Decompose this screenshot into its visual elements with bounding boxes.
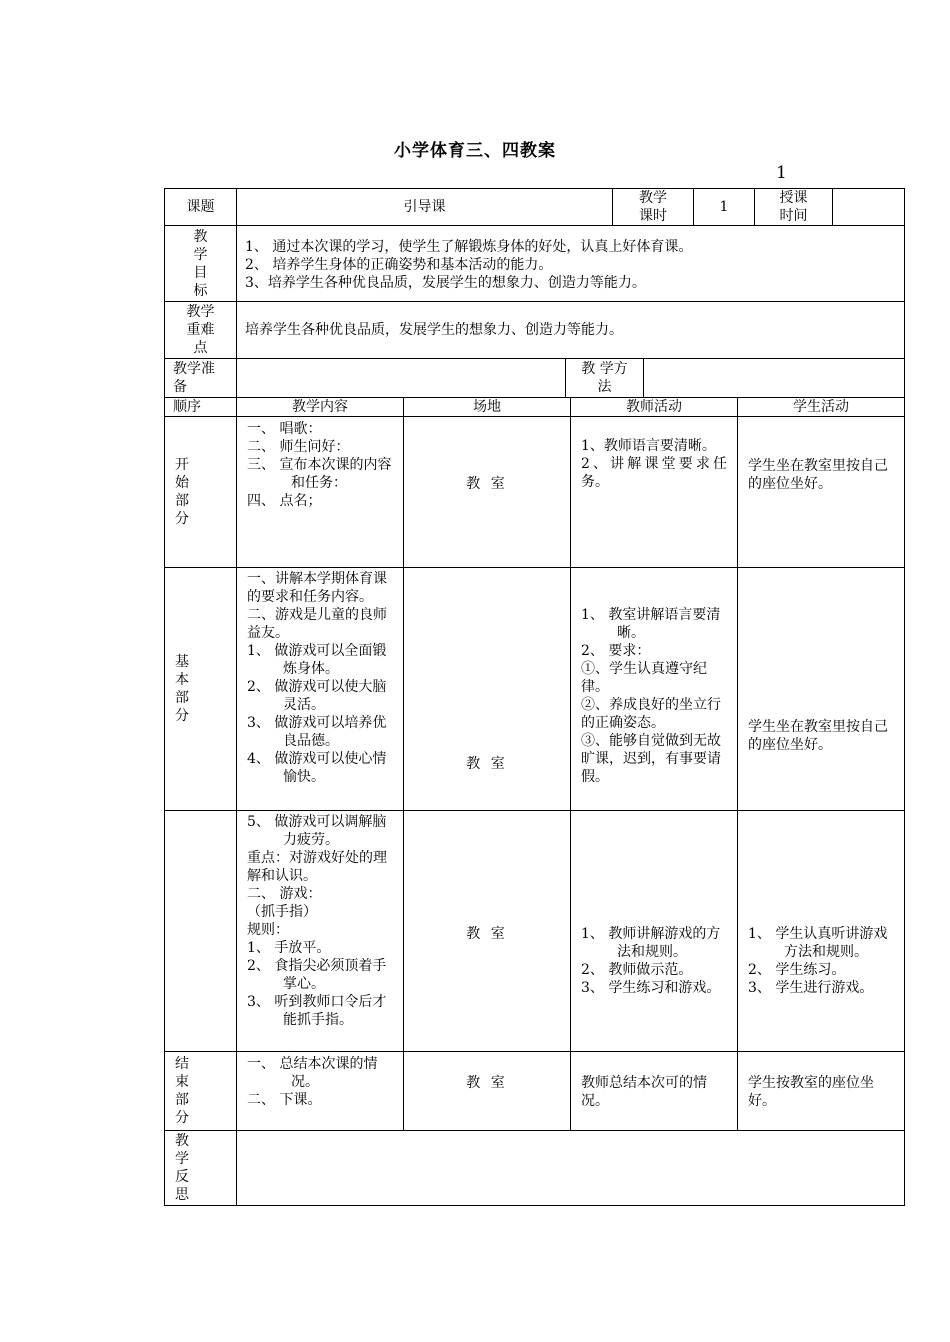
preparation-value — [236, 358, 566, 398]
start-venue: 教 室 — [466, 476, 508, 492]
objectives-content — [236, 225, 905, 302]
basic-content — [236, 567, 404, 811]
teacher-line: 1、 教师讲解游戏的方法和规则。 — [581, 926, 721, 960]
objective-item: 2、 培养学生身体的正确姿势和基本活动的能力。 — [245, 257, 553, 273]
section-name-char: 部 — [175, 493, 189, 509]
objectives-label-char: 学 — [193, 246, 208, 263]
content-line: 5、 做游戏可以调解脑力疲劳。 — [247, 814, 387, 848]
content-line: 3、 听到教师口令后才 能抓手指。 — [247, 994, 387, 1028]
reflection-label-char: 学 — [175, 1151, 189, 1167]
end-teacher: 教师总结本次可的情况。 — [570, 1051, 738, 1131]
content-line: 1、 做游戏可以全面锻炼身体。 — [247, 643, 387, 677]
preparation-label-line: 教学准 — [173, 361, 215, 377]
content-line: 4、 做游戏可以使心情愉快。 — [247, 751, 387, 785]
teacher-line: ③、能够自觉做到无故旷课，迟到，有事要请假。 — [581, 733, 721, 785]
section-name-char: 部 — [175, 690, 189, 706]
student-line: 2、 学生练习。 — [748, 962, 846, 978]
start-teacher — [570, 416, 738, 568]
content-line: 三、 宣布本次课的内容和任务： — [247, 457, 392, 491]
section-name-char: 基 — [175, 654, 189, 670]
basic2-teacher — [570, 810, 738, 1052]
section-name-char: 始 — [175, 475, 189, 491]
reflection-label-char: 思 — [175, 1187, 189, 1203]
section-name-char: 部 — [175, 1092, 189, 1108]
end-student: 学生按教室的座位坐好。 — [737, 1051, 905, 1131]
topic-value: 引导课 — [236, 188, 613, 226]
basic-section-name — [164, 567, 237, 811]
column-header-student: 学生活动 — [737, 397, 905, 417]
method-value — [643, 358, 905, 398]
start-venue-cell — [403, 416, 571, 568]
objectives-label — [164, 225, 237, 302]
reflection-label-char: 反 — [175, 1169, 189, 1185]
teacher-line: 2、讲解课堂要求任务。 — [581, 456, 727, 490]
teacher-line: ②、养成良好的坐立行的正确姿态。 — [581, 697, 721, 731]
basic-venue-cell — [403, 567, 571, 811]
teacher-line: 3、 学生练习和游戏。 — [581, 980, 721, 996]
start-section-name — [164, 416, 237, 568]
hours-label — [612, 188, 694, 226]
page-title: 小学体育三、四教案 — [394, 141, 556, 161]
end-venue: 教 室 — [466, 1075, 508, 1091]
preparation-label-line: 备 — [173, 379, 187, 395]
reflection-label — [164, 1130, 237, 1206]
section-name-char: 分 — [175, 511, 189, 527]
content-line: 1、 手放平。 — [247, 940, 331, 956]
teacher-line: ①、学生认真遵守纪律。 — [581, 661, 707, 695]
content-line: 一、 唱歌： — [247, 421, 322, 437]
objective-item: 3、培养学生各种优良品质，发展学生的想象力、创造力等能力。 — [245, 275, 646, 291]
time-value — [832, 188, 905, 226]
column-header-venue: 场地 — [403, 397, 571, 417]
content-line: 3、 做游戏可以培养优良品德。 — [247, 715, 387, 749]
start-student: 学生坐在教室里按自己的座位坐好。 — [737, 416, 905, 568]
teacher-line: 1、教师语言要清晰。 — [581, 438, 716, 454]
basic-teacher — [570, 567, 738, 811]
column-header-teacher: 教师活动 — [570, 397, 738, 417]
teacher-line: 2、 要求： — [581, 643, 651, 659]
column-header-content: 教学内容 — [236, 397, 404, 417]
reflection-value — [236, 1130, 905, 1206]
reflection-label-char: 教 — [175, 1133, 189, 1149]
content-line: 2、 食指尖必须顶着手掌心。 — [247, 958, 387, 992]
objective-item: 1、 通过本次课的学习，使学生了解锻炼身体的好处，认真上好体育课。 — [245, 239, 693, 255]
key-points-label-line: 教学 — [186, 304, 215, 320]
teacher-line: 1、 教室讲解语言要清晰。 — [581, 607, 721, 641]
end-section-name — [164, 1051, 237, 1131]
content-line: 二、 游戏： — [247, 886, 322, 902]
basic-venue: 教 室 — [466, 756, 508, 772]
column-header-order: 顺序 — [164, 397, 237, 417]
content-line: 一、 总结本次课的情况。 — [247, 1056, 378, 1090]
content-line: 2、 做游戏可以使大脑灵活。 — [247, 679, 387, 713]
key-points-label-line: 点 — [193, 340, 208, 356]
key-points-label-line: 重难 — [186, 322, 215, 338]
section-name-char: 本 — [175, 672, 189, 688]
section-name-char: 分 — [175, 1110, 189, 1126]
content-line: 二、 下课。 — [247, 1092, 322, 1108]
time-label-line1: 授课 — [779, 190, 808, 206]
basic2-venue: 教 室 — [466, 926, 508, 942]
basic2-venue-cell — [403, 810, 571, 1052]
method-label — [565, 358, 644, 398]
basic-student: 学生坐在教室里按自己的座位坐好。 — [737, 567, 905, 811]
content-line: 二、游戏是儿童的良师益友。 — [247, 607, 387, 641]
page-number: 1 — [776, 163, 787, 183]
objectives-label-char: 目 — [193, 264, 208, 281]
section-name-char: 结 — [175, 1056, 189, 1072]
basic2-section-name — [164, 810, 237, 1052]
section-name-char: 束 — [175, 1074, 189, 1090]
objectives-label-char: 教 — [193, 228, 208, 245]
objectives-label-char: 标 — [193, 282, 208, 299]
preparation-label — [164, 358, 237, 398]
time-label-line2: 时间 — [779, 208, 808, 224]
time-label — [754, 188, 833, 226]
basic2-student — [737, 810, 905, 1052]
method-label-line: 教 学方 — [581, 361, 628, 377]
section-name-char: 分 — [175, 708, 189, 724]
content-line: （抓手指） — [247, 904, 317, 920]
student-line: 3、 学生进行游戏。 — [748, 980, 874, 996]
student-line: 1、 学生认真听讲游戏方法和规则。 — [748, 926, 888, 960]
method-label-line: 法 — [597, 379, 612, 395]
end-content — [236, 1051, 404, 1131]
topic-label: 课题 — [164, 188, 237, 226]
key-points-text: 培养学生各种优良品质，发展学生的想象力、创造力等能力。 — [236, 301, 905, 359]
hours-label-line2: 课时 — [639, 208, 667, 224]
content-line: 重点：对游戏好处的理解和认识。 — [247, 850, 387, 884]
content-line: 二、 师生问好： — [247, 439, 350, 455]
section-name-char: 开 — [175, 457, 189, 473]
basic2-content — [236, 810, 404, 1052]
teacher-line: 2、 教师做示范。 — [581, 962, 693, 978]
content-line: 四、 点名； — [247, 493, 322, 509]
hours-value: 1 — [693, 188, 755, 226]
content-line: 一、讲解本学期体育课的要求和任务内容。 — [247, 571, 387, 605]
key-points-label — [164, 301, 237, 359]
hours-label-line1: 教学 — [639, 190, 667, 206]
content-line: 规则： — [247, 922, 289, 938]
end-venue-cell — [403, 1051, 571, 1131]
start-content — [236, 416, 404, 568]
